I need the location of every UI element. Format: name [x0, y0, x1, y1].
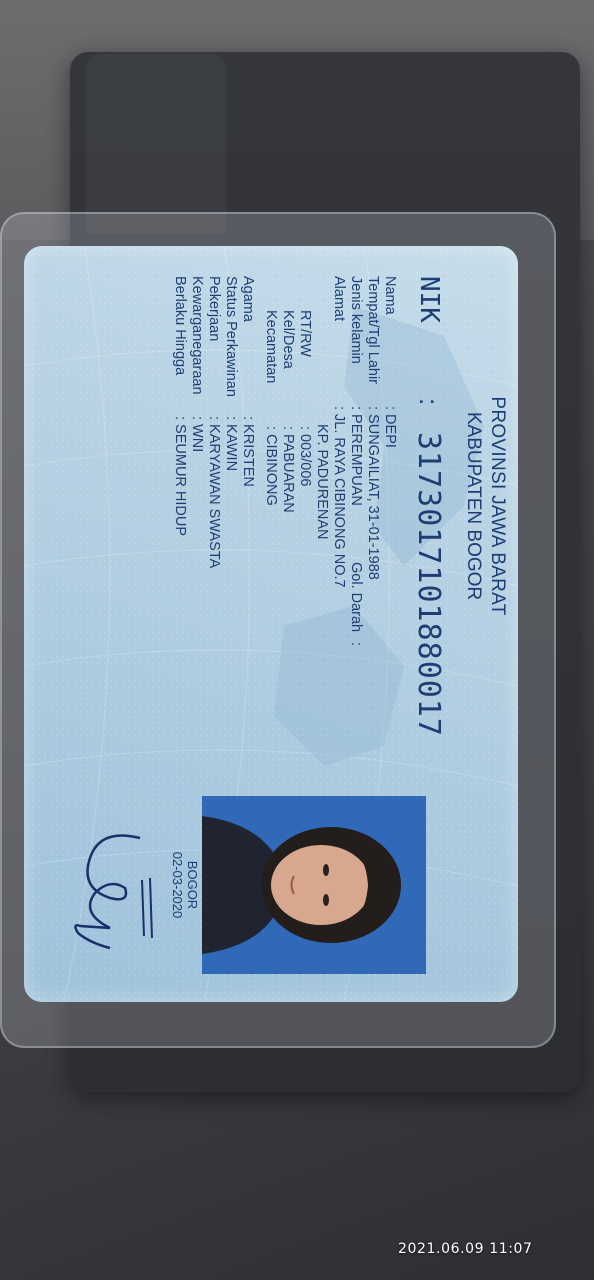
- value-rt-rw: : 003/006: [297, 426, 313, 487]
- label-kewarganegaraan: Kewarganegaraan: [189, 276, 205, 395]
- label-pekerjaan: Pekerjaan: [206, 276, 222, 342]
- card-content-rotated: [24, 246, 518, 1002]
- label-agama: Agama: [240, 276, 256, 322]
- value-berlaku-hingga: : SEUMUR HIDUP: [172, 416, 188, 537]
- value-tempat-tgl-lahir: : SUNGAILIAT, 31-01-1988: [365, 406, 381, 580]
- label-gol-darah: Gol. Darah: [348, 562, 364, 633]
- label-tempat-tgl-lahir: Tempat/Tgl Lahir: [365, 276, 381, 384]
- wallet-flap: [86, 54, 226, 234]
- nik-label: NIK: [414, 276, 444, 323]
- value-alamat-line2: KP. PADURENAN: [314, 424, 330, 540]
- card-regency: KABUPATEN BOGOR: [463, 411, 484, 601]
- value-gol-darah: :: [348, 642, 364, 647]
- label-rt-rw: RT/RW: [297, 310, 313, 357]
- value-kel-desa: : PABUARAN: [280, 426, 296, 513]
- portrait-illustration: [202, 796, 426, 974]
- holder-signature: [70, 818, 170, 968]
- holder-photo: [202, 796, 426, 974]
- camera-timestamp: 2021.06.09 11:07: [398, 1241, 533, 1257]
- value-alamat: : JL. RAYA CIBINONG NO.7: [331, 406, 347, 588]
- value-kewarganegaraan: : WNI: [189, 416, 205, 453]
- label-nama: Nama: [382, 276, 398, 315]
- nik-value: 3173017101880017: [411, 432, 446, 737]
- label-jenis-kelamin: Jenis kelamin: [348, 276, 364, 364]
- value-nama: : DEPI: [382, 406, 398, 448]
- value-agama: : KRISTEN: [240, 416, 256, 487]
- issue-place: BOGOR: [185, 860, 200, 910]
- value-jenis-kelamin: : PEREMPUAN: [348, 406, 364, 506]
- issue-date: 02-03-2020: [170, 851, 185, 919]
- id-card: [24, 246, 518, 1002]
- label-kel-desa: Kel/Desa: [280, 310, 296, 369]
- label-alamat: Alamat: [331, 276, 347, 322]
- card-province: PROVINSI JAWA BARAT: [487, 396, 508, 616]
- label-status-perkawinan: Status Perkawinan: [223, 276, 239, 397]
- label-berlaku-hingga: Berlaku Hingga: [172, 276, 188, 376]
- value-status-perkawinan: : KAWIN: [223, 416, 239, 472]
- value-kecamatan: : CIBINONG: [263, 426, 279, 506]
- issue-info: [170, 796, 200, 974]
- nik-colon: :: [414, 398, 444, 406]
- value-pekerjaan: : KARYAWAN SWASTA: [206, 416, 222, 569]
- label-kecamatan: Kecamatan: [263, 310, 279, 384]
